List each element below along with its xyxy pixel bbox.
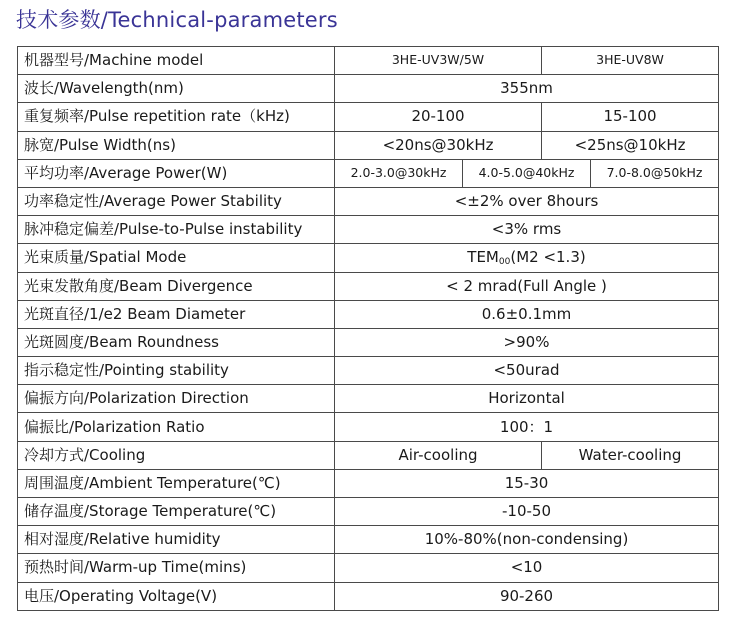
row-label: 平均功率/Average Power(W) — [18, 159, 335, 187]
row-value: -10-50 — [335, 498, 719, 526]
row-value: 15-100 — [542, 103, 719, 131]
table-row-beam-divergence — [18, 272, 719, 300]
row-label: 波长/Wavelength(nm) — [18, 75, 335, 103]
table-row-polarization-ratio — [18, 413, 719, 441]
row-value: >90% — [335, 328, 719, 356]
row-label: 光斑直径/1/e2 Beam Diameter — [18, 300, 335, 328]
table-row-storage-temperature — [18, 498, 719, 526]
row-value: <3% rms — [335, 216, 719, 244]
table-row-pulse-width — [18, 131, 719, 159]
table-row-wavelength — [18, 75, 719, 103]
row-value: 20-100 — [335, 103, 542, 131]
table-row-pulse-instability — [18, 216, 719, 244]
row-label: 指示稳定性/Pointing stability — [18, 357, 335, 385]
row-label: 电压/Operating Voltage(V) — [18, 582, 335, 610]
row-value: $TEM_{00}(M2 <1.3)$ — [335, 244, 719, 272]
row-value: 3HE-UV8W — [542, 47, 719, 75]
row-value: Water-cooling — [542, 441, 719, 469]
row-value: <50urad — [335, 357, 719, 385]
table-row-power-stability — [18, 187, 719, 215]
row-label: 重复频率/Pulse repetition rate（kHz) — [18, 103, 335, 131]
row-value: 355nm — [335, 75, 719, 103]
row-label: 周围温度/Ambient Temperature(℃) — [18, 469, 335, 497]
table-row-ambient-temperature — [18, 469, 719, 497]
row-value: 2.0-3.0@30kHz — [335, 159, 463, 187]
row-label: 相对湿度/Relative humidity — [18, 526, 335, 554]
row-value: <25ns@10kHz — [542, 131, 719, 159]
row-label: 光斑圆度/Beam Roundness — [18, 328, 335, 356]
row-value: <10 — [335, 554, 719, 582]
row-label: 脉宽/Pulse Width(ns) — [18, 131, 335, 159]
row-value: 7.0-8.0@50kHz — [591, 159, 719, 187]
row-label: 冷却方式/Cooling — [18, 441, 335, 469]
row-value: Air-cooling — [335, 441, 542, 469]
row-value: 3HE-UV3W/5W — [335, 47, 542, 75]
row-value: < 2 mrad(Full Angle ) — [335, 272, 719, 300]
row-label: 光束质量/Spatial Mode — [18, 244, 335, 272]
row-value: <±2% over 8hours — [335, 187, 719, 215]
spec-table — [17, 46, 719, 611]
row-value: 0.6±0.1mm — [335, 300, 719, 328]
table-row-repetition-rate — [18, 103, 719, 131]
row-value: 90-260 — [335, 582, 719, 610]
row-label: 功率稳定性/Average Power Stability — [18, 187, 335, 215]
row-value: 4.0-5.0@40kHz — [463, 159, 591, 187]
row-value: 15-30 — [335, 469, 719, 497]
row-value: 100：1 — [335, 413, 719, 441]
table-row-average-power — [18, 159, 719, 187]
table-row-relative-humidity — [18, 526, 719, 554]
row-label: 储存温度/Storage Temperature(℃) — [18, 498, 335, 526]
table-row-pointing-stability — [18, 357, 719, 385]
row-label: 偏振方向/Polarization Direction — [18, 385, 335, 413]
row-label: 机器型号/Machine model — [18, 47, 335, 75]
row-label: 偏振比/Polarization Ratio — [18, 413, 335, 441]
row-label: 光束发散角度/Beam Divergence — [18, 272, 335, 300]
table-row-cooling — [18, 441, 719, 469]
table-row-warm-up-time — [18, 554, 719, 582]
table-row-beam-diameter — [18, 300, 719, 328]
row-label: 脉冲稳定偏差/Pulse-to-Pulse instability — [18, 216, 335, 244]
table-row-beam-roundness — [18, 328, 719, 356]
table-row-spatial-mode — [18, 244, 719, 272]
row-label: 预热时间/Warm-up Time(mins) — [18, 554, 335, 582]
row-value: <20ns@30kHz — [335, 131, 542, 159]
table-row-operating-voltage — [18, 582, 719, 610]
table-row-polarization-direction — [18, 385, 719, 413]
page-title: 技术参数/Technical-parameters — [16, 8, 338, 32]
table-row-machine-model — [18, 47, 719, 75]
row-value: 10%-80%(non-condensing) — [335, 526, 719, 554]
row-value: Horizontal — [335, 385, 719, 413]
